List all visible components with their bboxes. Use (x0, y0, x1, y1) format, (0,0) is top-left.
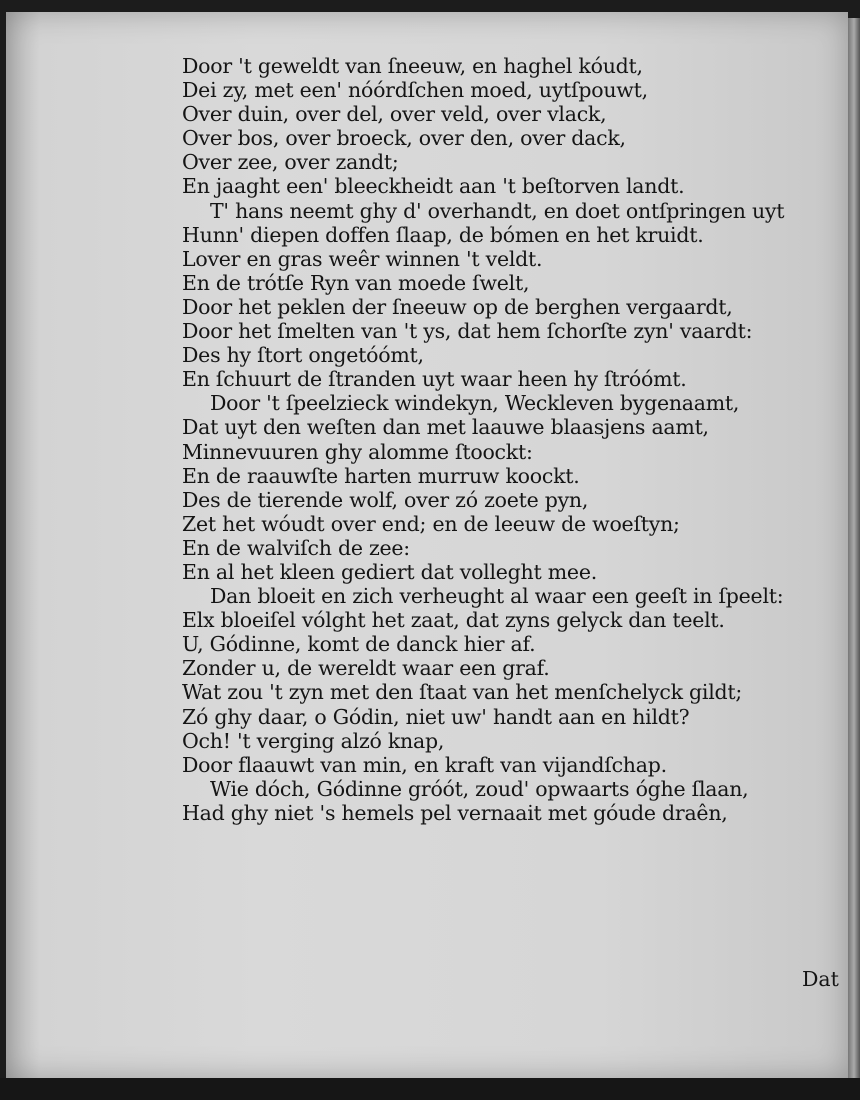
verse-line: Dei zy, met een' nóórdſchen moed, uytſpouwt, (182, 78, 648, 103)
verse-line: Zó ghy daar, o Gódin, niet uw' handt aan en hildt? (182, 704, 690, 729)
verse-line: Des hy ſtort ongetóómt, (182, 343, 424, 368)
verse-line: Door 't geweldt van ſneeuw, en haghel kóudt, (182, 54, 643, 78)
verse-line: En al het kleen gediert dat volleght mee. (182, 559, 597, 584)
verse-line: Zonder u, de wereldt waar een graf. (182, 656, 550, 681)
verse-line: Lover en gras weêr winnen 't veldt. (182, 246, 543, 271)
verse-line: Elx bloeiſel vólght het zaat, dat zyns gelyck dan teelt. (182, 608, 725, 633)
verse-line: Wie dóch, Gódinne gróót, zoud' opwaarts óghe ſlaan, (210, 776, 749, 801)
verse-line: En de walviſch de zee: (182, 535, 410, 560)
verse-line: Over duin, over del, over veld, over vlack, (182, 102, 607, 127)
verse-line: Had ghy niet 's hemels pel vernaait met góude draên, (182, 800, 728, 825)
verse-line: En de raauwſte harten murruw koockt. (182, 463, 580, 488)
verse-line: Dat uyt den weſten dan met laauwe blaasjens aamt, (182, 415, 709, 440)
verse-line: Door 't ſpeelzieck windekyn, Weckleven bygenaamt, (210, 391, 740, 416)
verse-line: Minnevuuren ghy alomme ſtoockt: (182, 439, 533, 464)
scan-border (0, 1078, 860, 1100)
verse-line: Door het ſmelten van 't ys, dat hem ſchorſte zyn' vaardt: (182, 319, 753, 344)
verse-line: U, Gódinne, komt de danck hier af. (182, 632, 536, 657)
verse-line: Over zee, over zandt; (182, 150, 399, 175)
verse-line: Door flaauwt van min, en kraft van vijandſchap. (182, 752, 667, 777)
verse-line: Zet het wóudt over end; en de leeuw de woeſtyn; (182, 511, 680, 536)
book-page (6, 12, 848, 1078)
verse-line: Door het peklen der ſneeuw op de berghen vergaardt, (182, 294, 733, 319)
page-edge (848, 18, 860, 1078)
catchword: Dat (802, 967, 839, 991)
verse-line: En de trótſe Ryn van moede ſwelt, (182, 270, 530, 295)
verse-line: T' hans neemt ghy d' overhandt, en doet ontſpringen uyt (210, 198, 785, 223)
verse-line: Hunn' diepen doffen ſlaap, de bómen en het kruidt. (182, 222, 704, 247)
verse-lines (182, 54, 832, 825)
verse-line: Des de tierende wolf, over zó zoete pyn, (182, 487, 589, 512)
verse-line: Over bos, over broeck, over den, over dack, (182, 126, 626, 151)
verse-line: Wat zou 't zyn met den ſtaat van het menſchelyck gildt; (182, 680, 743, 705)
verse-line: Och! 't verging alzó knap, (182, 728, 445, 753)
verse-line: En jaaght een' bleeckheidt aan 't beſtorven landt. (182, 174, 685, 199)
verse-line: Dan bloeit en zich verheught al waar een geeſt in ſpeelt: (210, 584, 784, 609)
verse-line: En ſchuurt de ſtranden uyt waar heen hy ſtróómt. (182, 367, 687, 392)
